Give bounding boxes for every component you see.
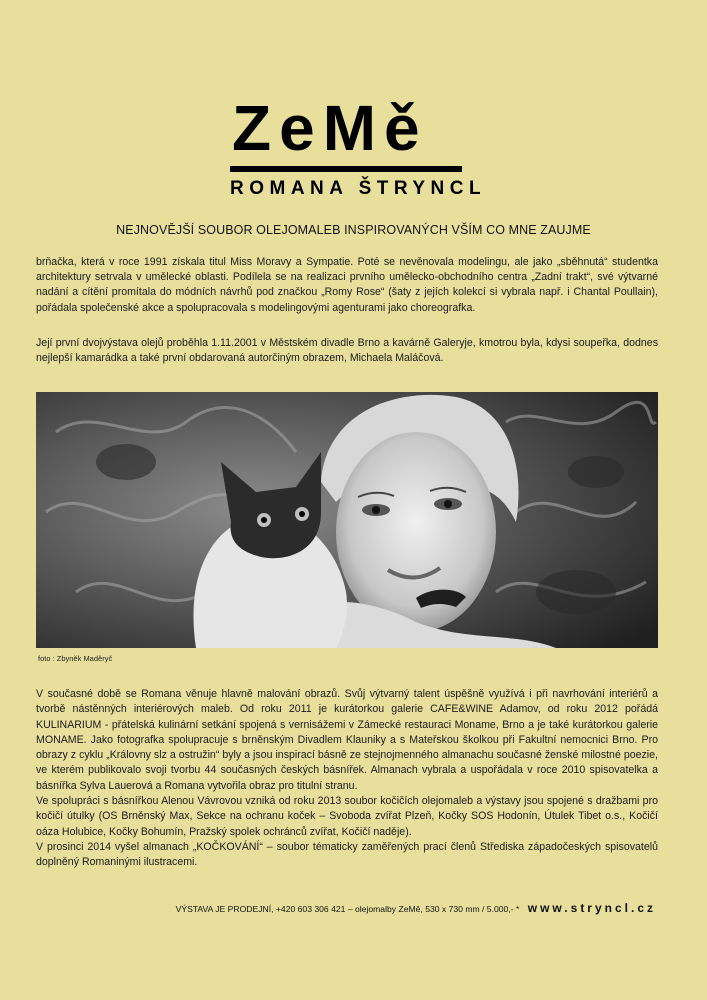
- logo-title: ZeMě: [232, 92, 428, 164]
- photo-credit: foto : Zbyněk Maděryč: [38, 654, 113, 663]
- biography-paragraph: V současné době se Romana věnuje hlavně malování obrazů. Svůj výtvarný talent úspěšně využívá i při navrhování interiérů a tvorbě nástěnných interiérových maleb. Od roku 2011 je kurátorkou galerie CAFE&WINE Adamov, od roku 2012 pořádá KULINARIUM - přátelská kulinární setkání spojená s vernisážemi v Zámecké restauraci Moname, Brno a je také kurátorkou galerie MONAME. Jako fotografka spolupracuje s brněnským Divadlem Klauniky a s Mateřskou školkou při Fakultní nemocnici Brno. Pro obrazy z cyklu „Královny slz a ostružin“ byly a jsou inspirací básně ze stejnojmenného almanachu současné ženské milostné poezie, ve kterém publikovalo svoji tvorbu 44 současných českých básnířek. Almanach vybrala a uspořádala v roce 2010 spisovatelka a básnířka Sylva Lauerová a Romana vytvořila obraz pro titulní stranu.: [36, 688, 658, 792]
- exhibition-paragraph: Její první dvojvýstava olejů proběhla 1.11.2001 v Městském divadle Brno a kavárně Galeryje, kmotrou byla, kdysi soupeřka, dodnes nejlepší kamarádka a také první obdarovaná autorčiným obrazem, Michaela Maláčová.: [36, 337, 658, 365]
- footer-sale-info: VÝSTAVA JE PRODEJNÍ, +420 603 306 421 – olejomalby ZeMě, 530 x 730 mm / 5.000,- *: [175, 904, 520, 914]
- footer: [0, 899, 656, 917]
- logo: [230, 92, 487, 200]
- logo-divider: [230, 166, 462, 172]
- intro-paragraph: brňačka, která v roce 1991 získala titul Miss Moravy a Sympatie. Poté se nevěnovala modelingu, ale jako „sběhnutá“ studentka architektury setrvala v umělecké oblasti. Podílela se na realizaci prvního umělecko-obchodního centra „Zadní trakt“, své výtvarné nadání a cítění promítala do módních návrhů pod značkou „Romy Rose“ (šaty z jejích kolekcí si vybrala např. i Chantal Poullain), pořádala společenské akce a spolupracovala s modelingovými agenturami jako choreografka.: [36, 256, 658, 314]
- logo-subtitle: ROMANA ŠTRYNCL: [230, 178, 487, 199]
- almanac-paragraph: V prosinci 2014 vyšel almanach „KOČKOVÁNÍ“ – soubor tématicky zaměřených prací členů Střediska západočeských spisovatelů doplněný Romaninými ilustracemi.: [36, 840, 658, 869]
- website-link[interactable]: www.stryncl.cz: [527, 901, 656, 915]
- portrait-photo: [36, 392, 658, 648]
- page-subtitle: NEJNOVĚJŠÍ SOUBOR OLEJOMALEB INSPIROVANÝCH VŠÍM CO MNE ZAUJME: [116, 223, 591, 237]
- cats-paragraph: Ve spolupráci s básnířkou Alenou Vávrovou vzniká od roku 2013 soubor kočičích olejomaleb a výstavy jsou spojené s dražbami pro kočičí útulky (OS Brněnský Max, Sekce na ochranu koček – Svoboda zvířat Plzeň, Kočky SOS Hodonín, Útulek Tibet o.s., Kočičí oáza Holubice, Kočky Bohumín, Pražský spolek ochránců zvířat, Kočičí naděje).: [36, 795, 658, 838]
- biography-text: [36, 687, 658, 871]
